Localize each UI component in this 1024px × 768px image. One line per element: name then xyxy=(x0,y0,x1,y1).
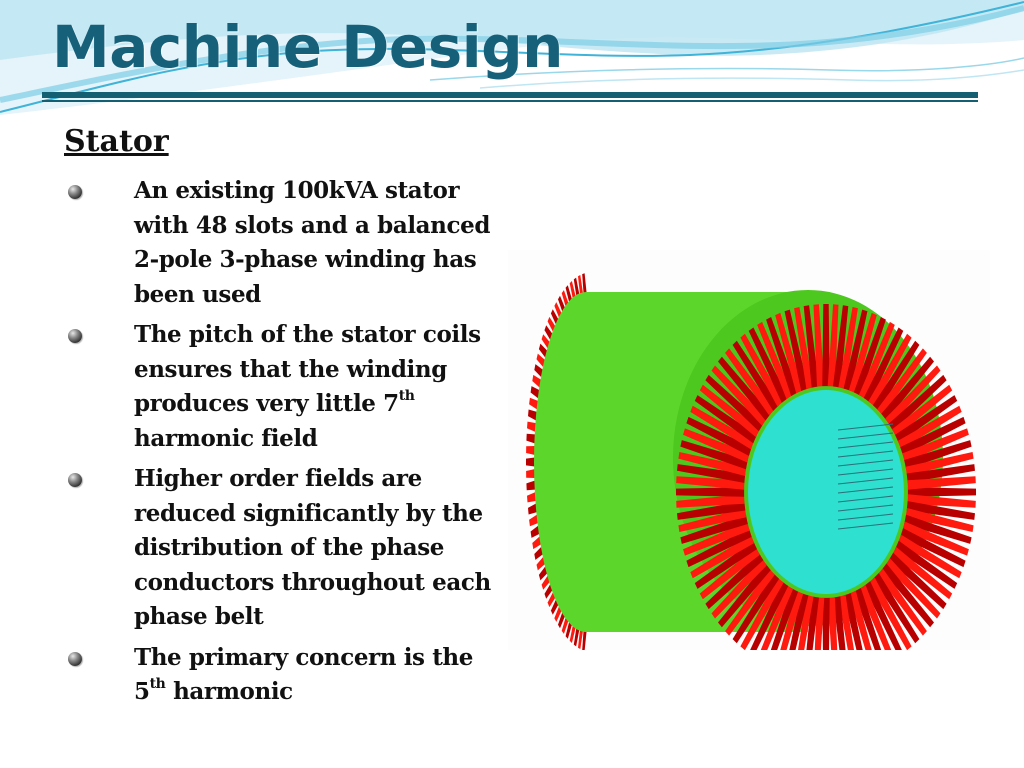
bullet-text: Higher order fields are reduced significantly by the distribution of the phase conductors throughout each phase belt xyxy=(134,465,491,630)
slide-title: Machine Design xyxy=(52,13,563,81)
stator-bore xyxy=(748,390,904,594)
bullet-text: The primary concern is the 5 xyxy=(134,643,473,705)
ordinal-superscript: th xyxy=(398,388,415,405)
stator-3d-model xyxy=(508,250,990,650)
bullet-icon xyxy=(68,652,82,666)
bullet-text-tail: harmonic field xyxy=(134,424,318,452)
ordinal-superscript: th xyxy=(149,676,166,693)
title-divider-thin xyxy=(42,100,978,102)
bullet-list xyxy=(64,174,512,716)
bullet-item xyxy=(64,174,512,312)
bullet-item xyxy=(64,462,512,635)
bullet-icon xyxy=(68,329,82,343)
bullet-icon xyxy=(68,185,82,199)
bullet-text: The pitch of the stator coils ensures that the winding produces very little 7 xyxy=(134,321,481,417)
section-heading: Stator xyxy=(64,124,169,159)
stator-model-image xyxy=(508,250,990,650)
bullet-icon xyxy=(68,473,82,487)
bullet-item xyxy=(64,641,512,710)
bullet-text-tail: harmonic xyxy=(165,678,293,705)
bullet-item xyxy=(64,318,512,456)
bullet-text: An existing 100kVA stator with 48 slots and a balanced 2-pole 3-phase winding has been used xyxy=(134,177,491,308)
title-divider xyxy=(42,92,978,98)
